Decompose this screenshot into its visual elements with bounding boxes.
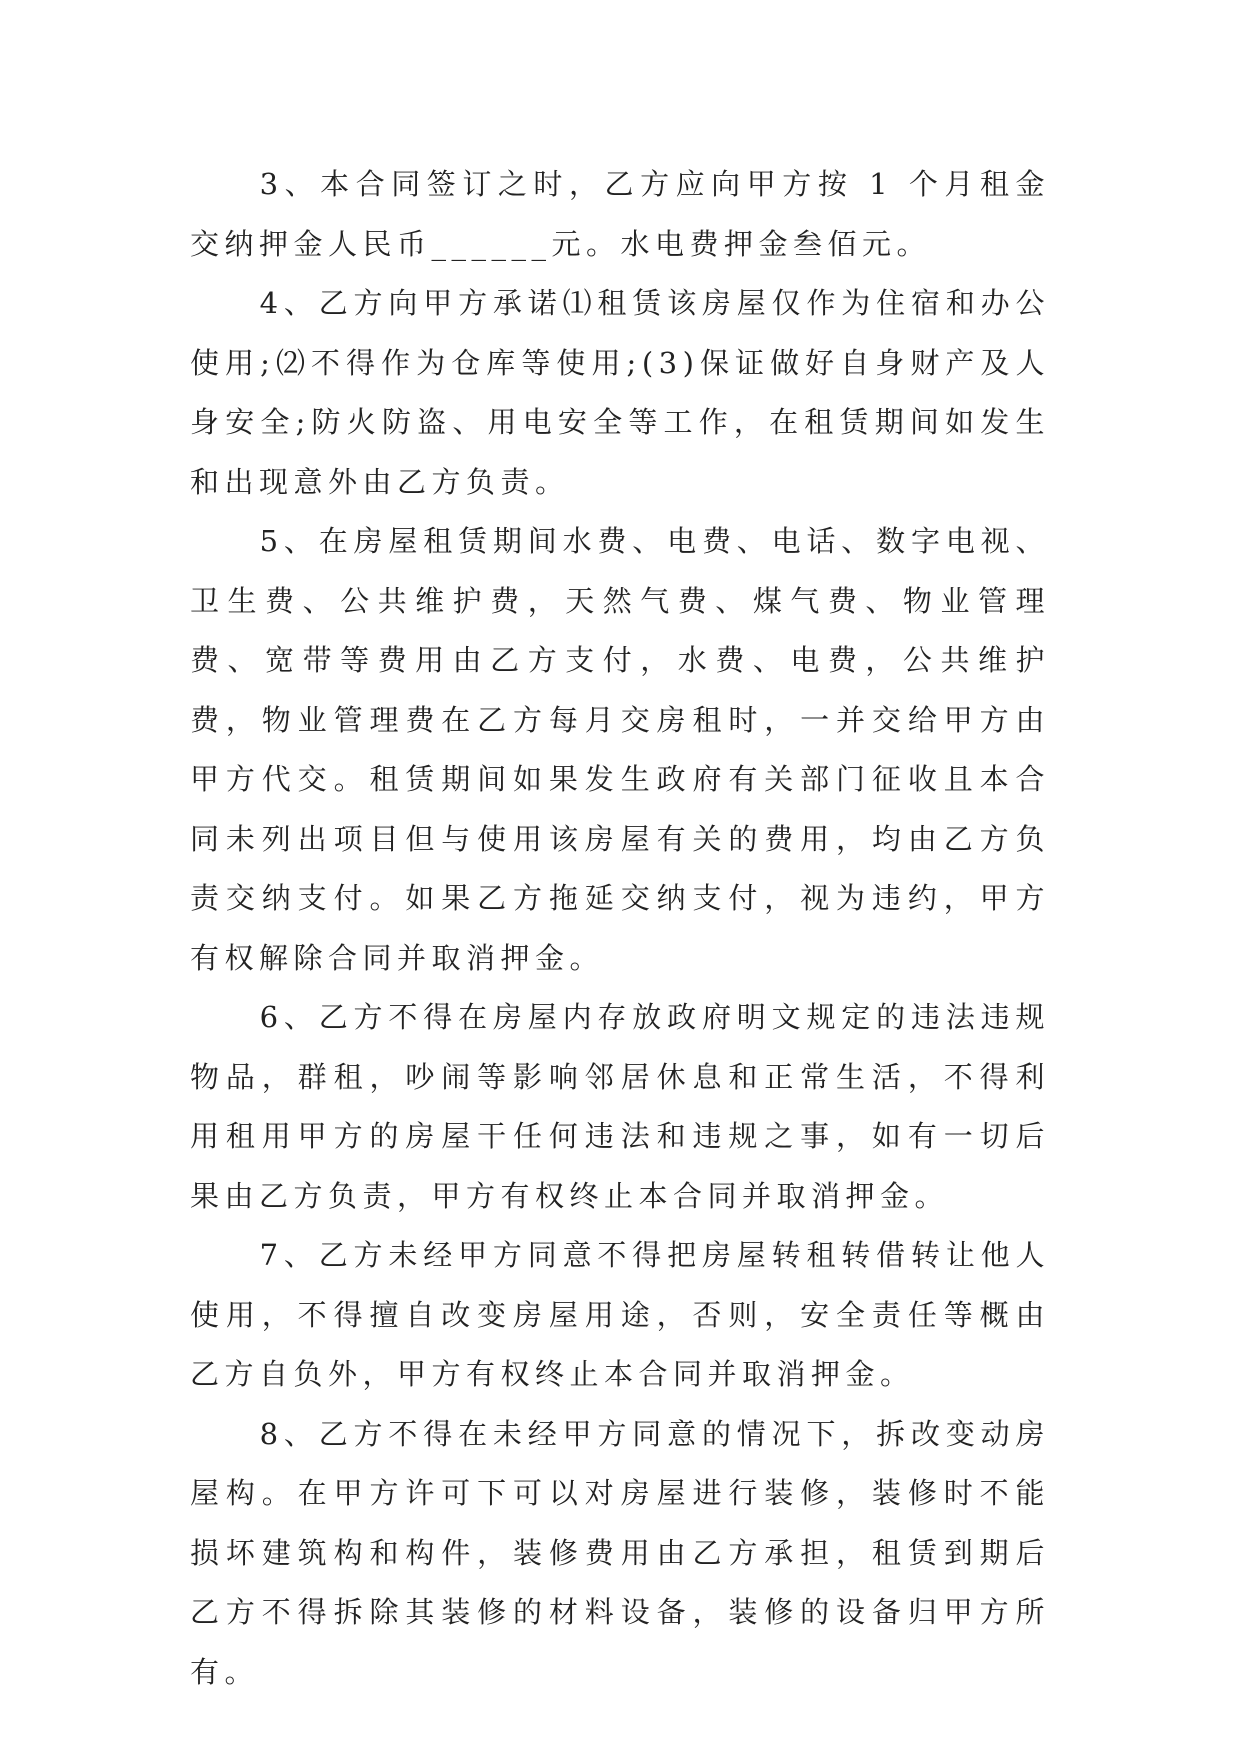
clause-5: 5、在房屋租赁期间水费、电费、电话、数字电视、卫生费、公共维护费，天然气费、煤气费、物业管理费、宽带等费用由乙方支付，水费、电费，公共维护费，物业管理费在乙方每月交房租时，一并交给甲方由甲方代交。租赁期间如果发生政府有关部门征收且本合同未列出项目但与使用该房屋有关的费用，均由乙方负责交纳支付。如果乙方拖延交纳支付，视为违约，甲方有权解除合同并取消押金。: [190, 524, 1050, 975]
clause-4: 4、乙方向甲方承诺⑴租赁该房屋仅作为住宿和办公使用;⑵不得作为仓库等使用;(3)保证做好自身财产及人身安全;防火防盗、用电安全等工作，在租赁期间如发生和出现意外由乙方负责。: [190, 286, 1050, 499]
clause-8: 8、乙方不得在未经甲方同意的情况下，拆改变动房屋构。在甲方许可下可以对房屋进行装修，装修时不能损坏建筑构和构件，装修费用由乙方承担，租赁到期后乙方不得拆除其装修的材料设备，装修的设备归甲方所有。: [190, 1416, 1050, 1689]
clause-3: 3、本合同签订之时，乙方应向甲方按 1 个月租金交纳押金人民币______元。水电费押金叁佰元。: [190, 167, 1050, 261]
contract-text: [190, 155, 1050, 1702]
clause-6: 6、乙方不得在房屋内存放政府明文规定的违法违规物品，群租，吵闹等影响邻居休息和正常生活，不得利用租用甲方的房屋干任何违法和违规之事，如有一切后果由乙方负责，甲方有权终止本合同并取消押金。: [190, 1000, 1050, 1213]
clause-7: 7、乙方未经甲方同意不得把房屋转租转借转让他人使用，不得擅自改变房屋用途，否则，安全责任等概由乙方自负外，甲方有权终止本合同并取消押金。: [190, 1238, 1050, 1391]
